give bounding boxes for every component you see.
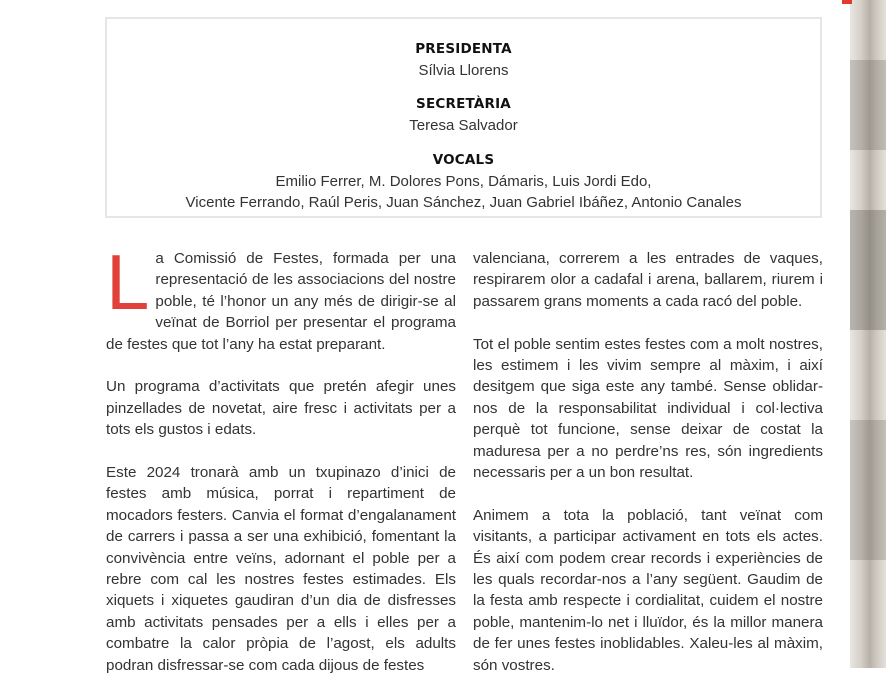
- vocals-title: VOCALS: [432, 152, 495, 168]
- secretary-title: SECRETÀRIA: [416, 96, 511, 112]
- vocals-line-2: Vicente Ferrando, Raúl Peris, Juan Sánchez, Juan Gabriel Ibáñez, Antonio Canales: [185, 194, 742, 211]
- president-title: PRESIDENTA: [415, 41, 512, 57]
- paragraph-text: a Comissió de Festes, formada per una representació de les associacions del nostre poble, té l’honor un any més de dirigir-se al veïnat de Borriol per presentar el programa de festes que tot l’any ha estat preparant.: [106, 250, 456, 353]
- decorative-photo-edge: [850, 0, 886, 668]
- photo-shade: [850, 420, 886, 560]
- article-paragraph: valenciana, correrem a les entrades de vaques, respirarem olor a cadafal i arena, ballarem, riurem i passarem grans moments a cada racó del poble.: [473, 250, 823, 310]
- accent-tab: [842, 0, 852, 4]
- commission-credits-box: [105, 17, 822, 218]
- vocals-line-1: Emilio Ferrer, M. Dolores Pons, Dámaris, Luis Jordi Edo,: [275, 173, 652, 190]
- article-paragraph: Un programa d’activitats que pretén afegir unes pinzellades de novetat, aire fresc i activitats per a tots els gustos i edats.: [106, 378, 456, 439]
- photo-shade: [850, 60, 886, 150]
- article-column-right: [473, 248, 823, 697]
- president-name: Sílvia Llorens: [418, 62, 509, 79]
- article-paragraph: [106, 238, 456, 355]
- photo-shade: [850, 210, 886, 330]
- drop-cap: L: [106, 238, 150, 326]
- article-paragraph: Animem a tota la població, tant veïnat com visitants, a participar activament en tots els actes. És així com podem crear records i experiències de les quals recordar-nos a l’any següent. Gaudim de la festa amb respecte i cordialitat, cuidem el nostre poble, mantenim-lo net i lluïdor, és la millor manera de fer unes festes inoblidables. Xaleu-les al màxim, són vostres.: [473, 506, 823, 674]
- article-paragraph: Tot el poble sentim estes festes com a molt nostres, les estimem i les vivim sempre al màxim, i així desitgem que siga este any també. Sense oblidar-nos de la responsabilitat individual i col·lectiva perquè tot funcione, sense deixar de costat la maduresa per a no perdre’ns res, són ingredients necessaris per a un bon resultat.: [473, 335, 823, 482]
- secretary-name: Teresa Salvador: [409, 117, 518, 134]
- article-paragraph: Este 2024 tronarà amb un txupinazo d’inici de festes amb música, porrat i repartiment de mocadors festers. Canvia el format d’engalanament de carrers i passa a ser una exhibició, fomentant la convivència entre veïns, adornant el poble per a rebre com cal les nostres festes estimades. Els xiquets i xiquetes gaudiran d’un dia de disfresses amb activitats pensades per a ells i elles per a combatre la calor pròpia de l’agost, els adults podran disfressar-se com cada dijous de festes: [106, 464, 456, 674]
- article-column-left: [106, 238, 456, 697]
